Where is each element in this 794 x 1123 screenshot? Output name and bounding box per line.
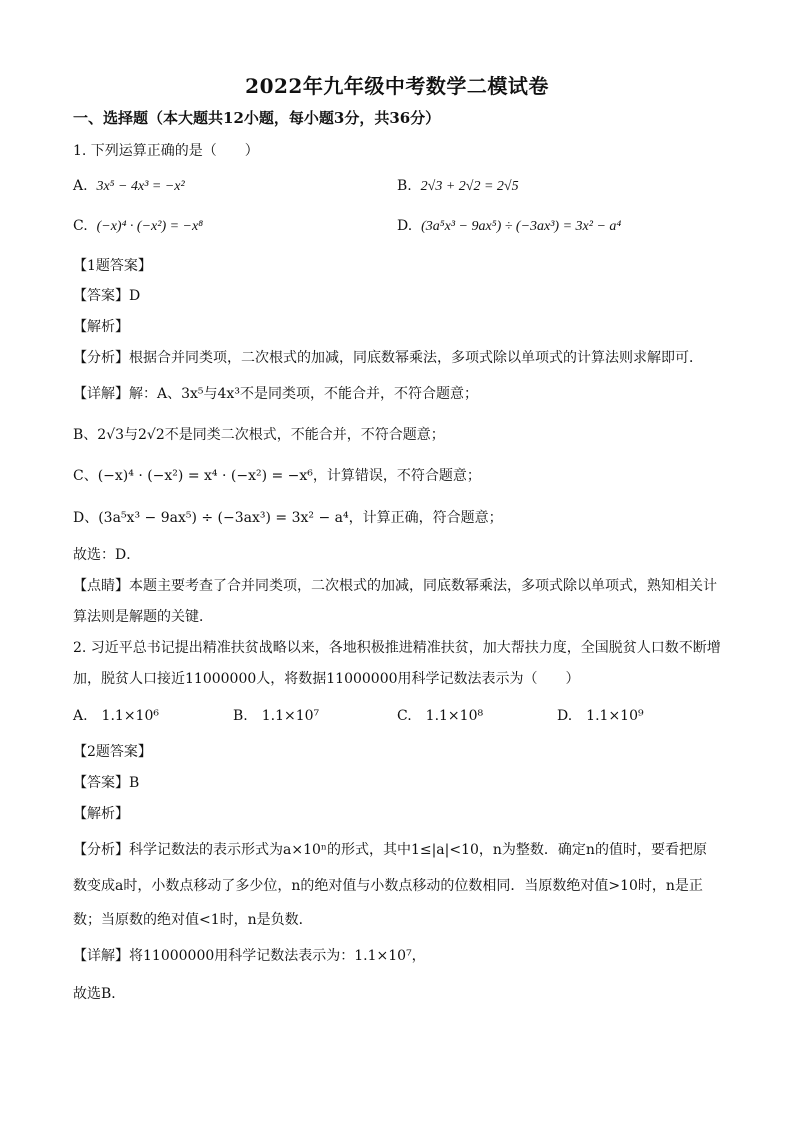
q1-option-c bbox=[73, 216, 203, 237]
q1-detail-a: 【详解】解：A、3x⁵与4x³不是同类项，不能合并，不符合题意； bbox=[73, 386, 478, 402]
q1-option-b-math: 2√3 + 2√2 = 2√5 bbox=[420, 179, 519, 194]
q2-analysis-line3: 数；当原数的绝对值<1时，n是负数． bbox=[73, 912, 313, 928]
section-heading: 一、选择题（本大题共12小题，每小题3分，共36分） bbox=[73, 109, 441, 127]
q1-detail-b: B、2√3与2√2不是同类二次根式，不能合并，不符合题意； bbox=[73, 427, 445, 443]
q1-comment-line1: 【点睛】本题主要考查了合并同类项，二次根式的加减，同底数幂乘法，多项式除以单项式，熟知相关计 bbox=[73, 578, 717, 594]
q1-comment-line2: 算法则是解题的关键． bbox=[73, 609, 213, 625]
q2-analysis-line1: 【分析】科学记数法的表示形式为a×10ⁿ的形式，其中1≤|a|<10，n为整数．确定n的值时，要看把原 bbox=[73, 842, 707, 858]
page-title: 2022年九年级中考数学二模试卷 bbox=[245, 74, 549, 98]
q2-stem-line2: 加，脱贫人口接近11000000人，将数据11000000用科学记数法表示为（ ） bbox=[73, 671, 580, 687]
q1-detail-c: C、(−x)⁴ · (−x²) = x⁴ · (−x²) = −x⁶，计算错误，不符合题意； bbox=[73, 468, 481, 484]
q2-analysis-line2: 数变成a时，小数点移动了多少位，n的绝对值与小数点移动的位数相同．当原数绝对值>10时，n是正 bbox=[73, 878, 703, 894]
q1-option-b-label: B. bbox=[397, 178, 412, 194]
q1-option-a-label: A. bbox=[73, 178, 88, 194]
q1-option-b bbox=[397, 176, 519, 197]
q1-option-a bbox=[73, 176, 185, 197]
q1-option-d-math: (3a⁵x³ − 9ax⁵) ÷ (−3ax³) = 3x² − a⁴ bbox=[421, 219, 622, 234]
q1-option-d bbox=[397, 216, 621, 237]
q2-answer-heading: 【2题答案】 bbox=[73, 744, 152, 760]
q1-answer-heading: 【1题答案】 bbox=[73, 258, 152, 274]
q1-option-c-label: C. bbox=[73, 218, 88, 234]
q2-stem-line1: 2. 习近平总书记提出精准扶贫战略以来，各地积极推进精准扶贫，加大帮扶力度，全国脱贫人口数不断增 bbox=[73, 640, 721, 656]
q2-option-c: C. 1.1×10⁸ bbox=[397, 708, 484, 724]
q1-answer: 【答案】D bbox=[73, 288, 141, 304]
q2-analysis-heading: 【解析】 bbox=[73, 806, 129, 822]
q2-detail: 【详解】将11000000用科学记数法表示为：1.1×10⁷， bbox=[73, 948, 426, 964]
q2-answer: 【答案】B bbox=[73, 775, 140, 791]
q1-analysis: 【分析】根据合并同类项，二次根式的加减，同底数幂乘法，多项式除以单项式的计算法则求解即可． bbox=[73, 350, 703, 366]
q1-choice: 故选：D． bbox=[73, 547, 141, 563]
q2-option-b: B. 1.1×10⁷ bbox=[233, 708, 320, 724]
q1-stem: 1. 下列运算正确的是（ ） bbox=[73, 143, 259, 159]
q1-option-a-math: 3x⁵ − 4x³ = −x² bbox=[96, 179, 185, 194]
q1-detail-d: D、(3a⁵x³ − 9ax⁵) ÷ (−3ax³) = 3x² − a⁴，计算正确，符合题意； bbox=[73, 510, 503, 526]
q2-option-a: A. 1.1×10⁶ bbox=[73, 708, 159, 724]
q2-option-d: D. 1.1×10⁹ bbox=[557, 708, 644, 724]
q1-option-d-label: D. bbox=[397, 218, 413, 234]
q2-choice: 故选B． bbox=[73, 986, 126, 1002]
q1-analysis-heading: 【解析】 bbox=[73, 319, 129, 335]
q1-option-c-math: (−x)⁴ · (−x²) = −x⁸ bbox=[96, 219, 204, 234]
